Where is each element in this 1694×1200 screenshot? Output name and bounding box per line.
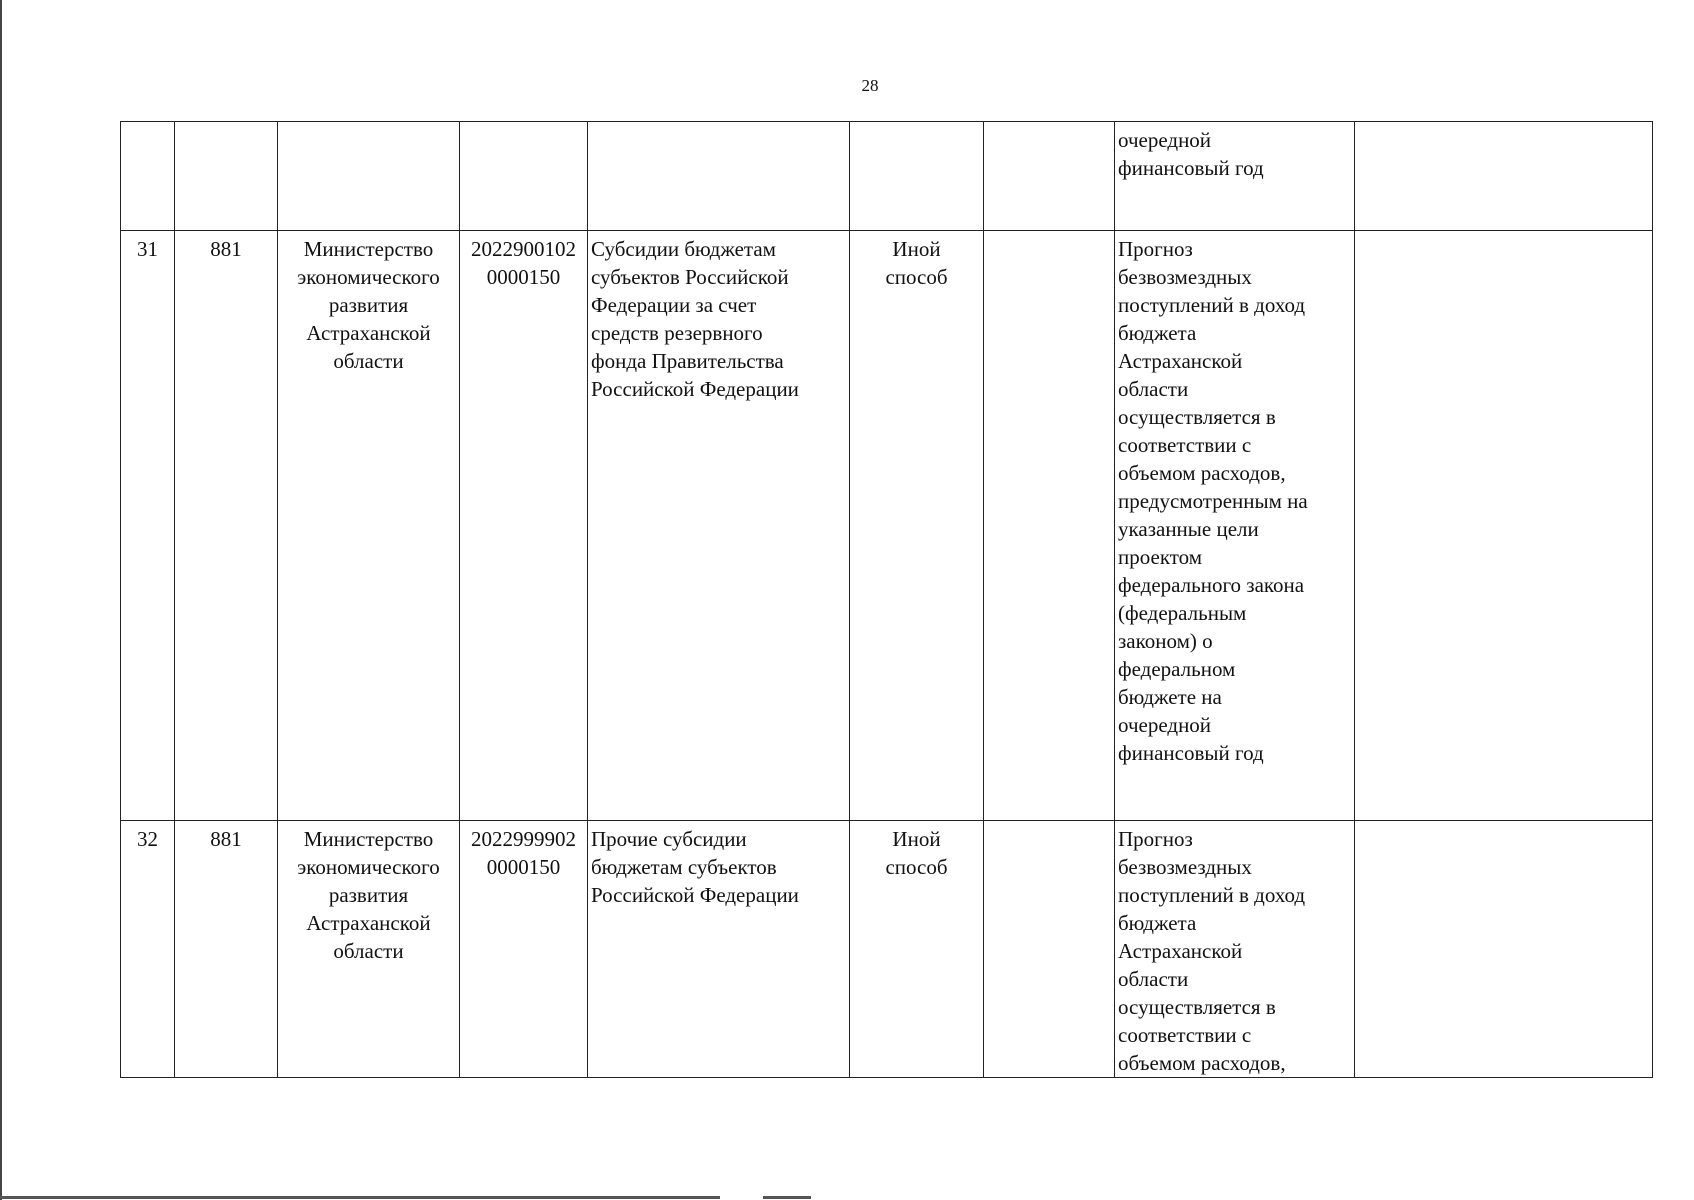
table-row: [121, 231, 1653, 821]
revenue-name-cell: [588, 122, 850, 231]
page-number: 28: [861, 76, 879, 95]
extra-cell: [1355, 821, 1653, 1078]
admin-code-cell: 881: [175, 821, 278, 1078]
method-cell: [850, 122, 984, 231]
formula-cell: [984, 231, 1115, 821]
algorithm-cell: очередной финансовый год: [1115, 122, 1355, 231]
kbk-cell: [460, 122, 588, 231]
kbk-cell: 2022900102 0000150: [460, 231, 588, 821]
revenue-name-cell: Прочие субсидии бюджетам субъектов Российской Федерации: [588, 821, 850, 1078]
table-row: [121, 122, 1653, 231]
row-number-cell: 32: [121, 821, 175, 1078]
row-number-cell: 31: [121, 231, 175, 821]
extra-cell: [1355, 231, 1653, 821]
formula-cell: [984, 821, 1115, 1078]
admin-code-cell: [175, 122, 278, 231]
revenue-forecast-table: [120, 121, 1653, 1078]
administrator-cell: [278, 122, 460, 231]
admin-code-cell: 881: [175, 231, 278, 821]
administrator-cell: Министерство экономического развития Астраханской области: [278, 231, 460, 821]
scan-bottom-edge-fragment: [763, 1196, 811, 1199]
method-cell: Иной способ: [850, 231, 984, 821]
kbk-cell: 2022999902 0000150: [460, 821, 588, 1078]
revenue-name-cell: Субсидии бюджетам субъектов Российской Федерации за счет средств резервного фонда Правительства Российской Федерации: [588, 231, 850, 821]
formula-cell: [984, 122, 1115, 231]
table-row: [121, 821, 1653, 1078]
extra-cell: [1355, 122, 1653, 231]
method-cell: Иной способ: [850, 821, 984, 1078]
algorithm-cell: Прогноз безвозмездных поступлений в доход бюджета Астраханской области осуществляется в соответствии с объемом расходов, предусмотренным на указанные цели проектом федерального закона (федеральным законом) о федеральном бюджете на очередной финансовый год: [1115, 231, 1355, 821]
administrator-cell: Министерство экономического развития Астраханской области: [278, 821, 460, 1078]
algorithm-cell: Прогноз безвозмездных поступлений в доход бюджета Астраханской области осуществляется в соответствии с объемом расходов,: [1115, 821, 1355, 1078]
scan-left-edge: [0, 0, 2, 1200]
scan-bottom-edge: [0, 1196, 720, 1199]
row-number-cell: [121, 122, 175, 231]
